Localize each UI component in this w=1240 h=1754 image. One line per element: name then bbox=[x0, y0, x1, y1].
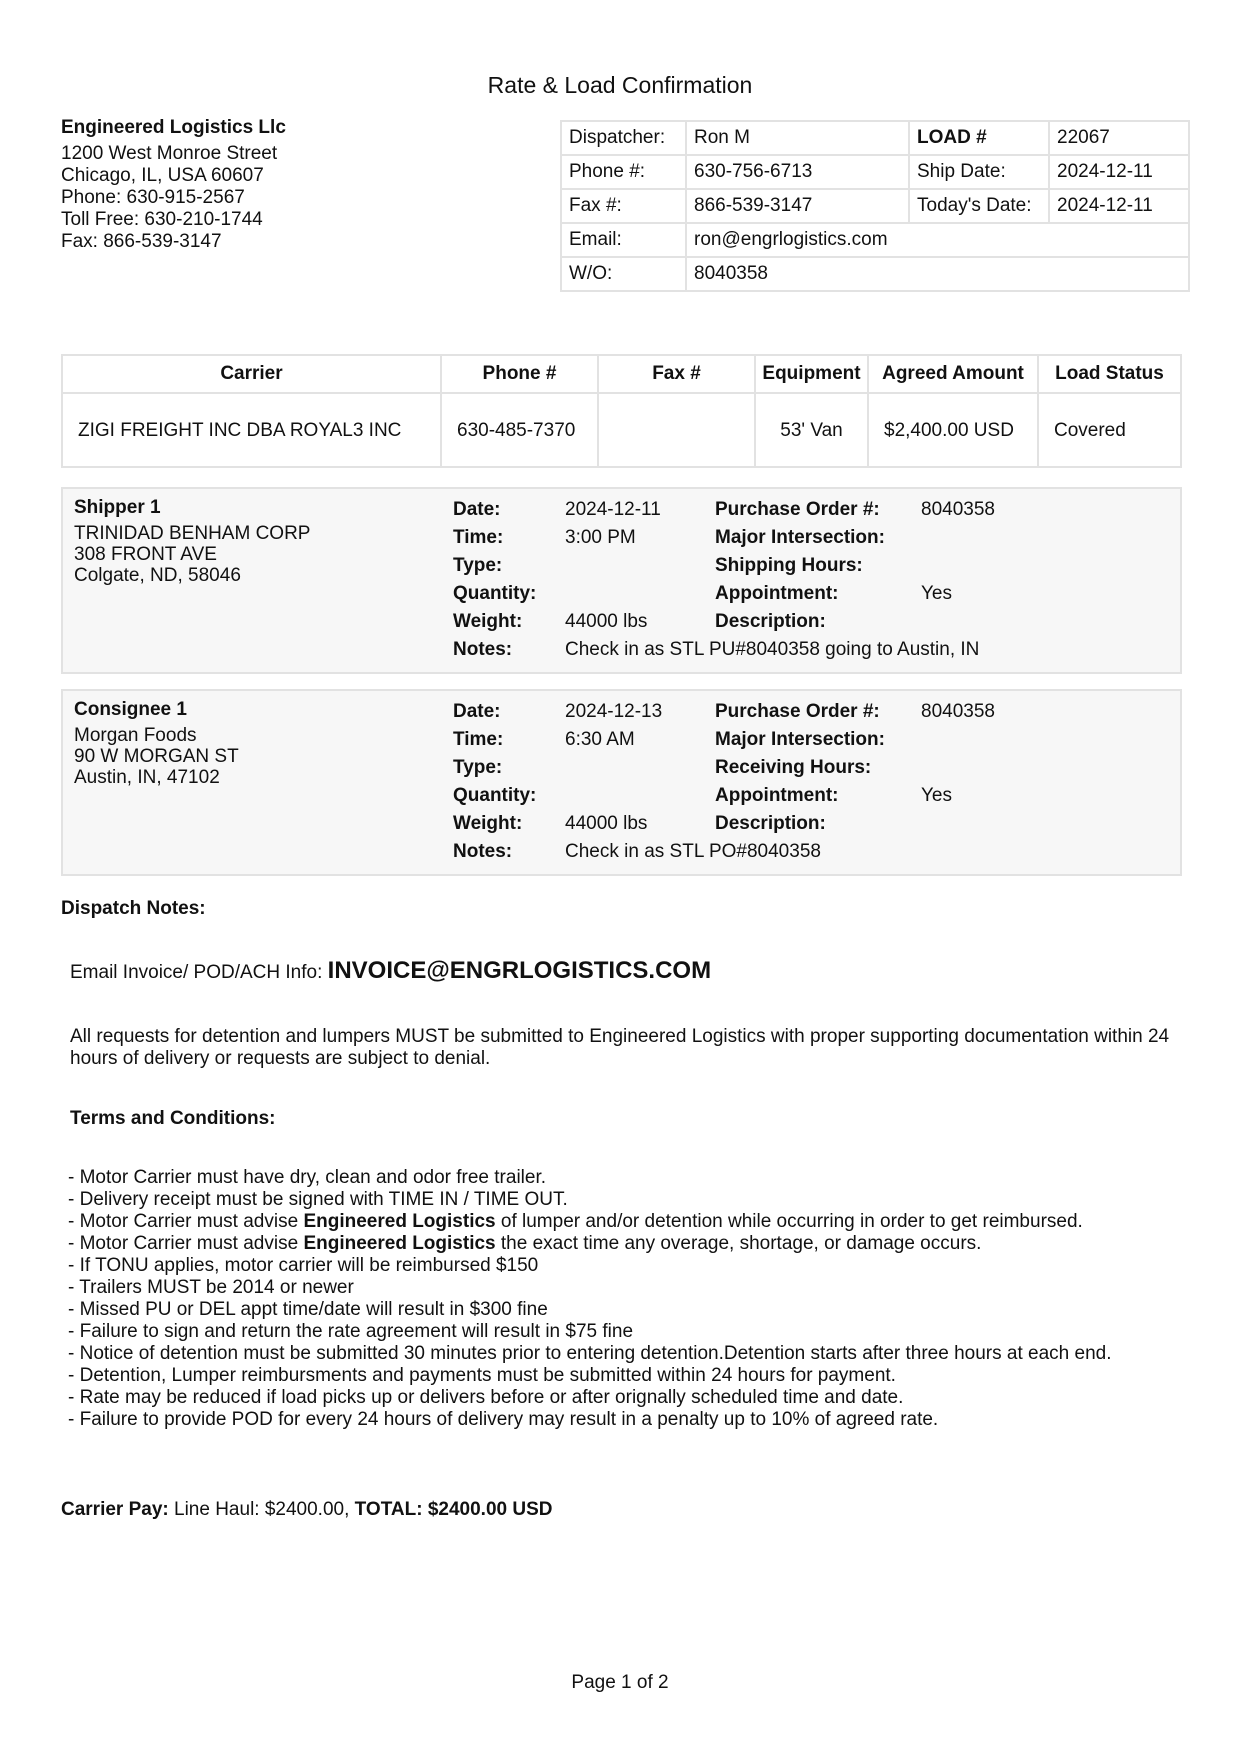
ship-date-value: 2024-12-11 bbox=[1049, 155, 1189, 189]
company-toll-free: Toll Free: 630-210-1744 bbox=[61, 209, 263, 230]
consignee-type bbox=[565, 754, 715, 782]
carrier-fax bbox=[598, 393, 755, 467]
consignee-heading: Consignee 1 bbox=[74, 699, 187, 720]
work-order-value: 8040358 bbox=[686, 257, 1189, 291]
carrier-pay-total: TOTAL: $2400.00 USD bbox=[354, 1499, 553, 1520]
shipper-notes: Check in as STL PU#8040358 going to Austin, IN bbox=[565, 639, 980, 660]
consignee-hours-label: Receiving Hours: bbox=[715, 757, 872, 778]
shipper-block bbox=[61, 487, 1182, 674]
shipper-type bbox=[565, 552, 715, 580]
shipper-description-label: Description: bbox=[715, 611, 826, 632]
invoice-info bbox=[70, 957, 711, 985]
consignee-weight-label: Weight: bbox=[453, 813, 523, 834]
shipper-details bbox=[453, 496, 995, 664]
shipper-time-label: Time: bbox=[453, 527, 504, 548]
carrier-pay bbox=[61, 1499, 552, 1521]
company-name: Engineered Logistics Llc bbox=[61, 117, 286, 138]
terms-item-text: - Motor Carrier must advise bbox=[68, 1211, 304, 1232]
carrier-header: Carrier bbox=[62, 355, 441, 393]
carrier-phone: 630-485-7370 bbox=[441, 393, 598, 467]
terms-item-text: - Motor Carrier must advise bbox=[68, 1233, 304, 1254]
shipper-notes-label: Notes: bbox=[453, 639, 513, 660]
shipper-intersection-label: Major Intersection: bbox=[715, 527, 885, 548]
shipper-date-label: Date: bbox=[453, 499, 501, 520]
consignee-intersection-label: Major Intersection: bbox=[715, 729, 885, 750]
shipper-city: Colgate, ND, 58046 bbox=[74, 565, 241, 586]
terms-item: - Notice of detention must be submitted 30 minutes prior to entering detention.Detention starts after three hours at each end. bbox=[68, 1343, 1112, 1364]
shipper-quantity bbox=[565, 580, 715, 608]
consignee-time-label: Time: bbox=[453, 729, 504, 750]
shipper-time: 3:00 PM bbox=[565, 527, 636, 548]
carrier-agreed-amount: $2,400.00 USD bbox=[868, 393, 1038, 467]
shipper-description bbox=[921, 608, 995, 636]
shipper-po: 8040358 bbox=[921, 499, 995, 520]
consignee-notes: Check in as STL PO#8040358 bbox=[565, 841, 821, 862]
consignee-type-label: Type: bbox=[453, 757, 503, 778]
consignee-description bbox=[921, 810, 995, 838]
phone-header: Phone # bbox=[441, 355, 598, 393]
company-block bbox=[61, 117, 286, 253]
consignee-quantity bbox=[565, 782, 715, 810]
terms-item: - Detention, Lumper reimbursments and payments must be submitted within 24 hours for payment. bbox=[68, 1365, 896, 1386]
dispatch-notes-label: Dispatch Notes: bbox=[61, 898, 206, 919]
dispatcher-value: Ron M bbox=[686, 121, 909, 155]
consignee-date-label: Date: bbox=[453, 701, 501, 722]
terms-item: - If TONU applies, motor carrier will be reimbursed $150 bbox=[68, 1255, 539, 1276]
load-number-value: 22067 bbox=[1049, 121, 1189, 155]
agreed-amount-header: Agreed Amount bbox=[868, 355, 1038, 393]
consignee-quantity-label: Quantity: bbox=[453, 785, 537, 806]
consignee-street: 90 W MORGAN ST bbox=[74, 746, 239, 767]
consignee-city: Austin, IN, 47102 bbox=[74, 767, 220, 788]
consignee-intersection bbox=[921, 726, 995, 754]
shipper-intersection bbox=[921, 524, 995, 552]
shipper-weight-label: Weight: bbox=[453, 611, 523, 632]
shipper-street: 308 FRONT AVE bbox=[74, 544, 217, 565]
consignee-name: Morgan Foods bbox=[74, 725, 197, 746]
terms-item: - Delivery receipt must be signed with TIME IN / TIME OUT. bbox=[68, 1189, 568, 1210]
shipper-hours-label: Shipping Hours: bbox=[715, 555, 863, 576]
work-order-label: W/O: bbox=[561, 257, 686, 291]
terms-item: - Failure to sign and return the rate agreement will result in $75 fine bbox=[68, 1321, 634, 1342]
terms-item: - Failure to provide POD for every 24 hours of delivery may result in a penalty up to 10% of agreed rate. bbox=[68, 1409, 939, 1430]
carrier-load-status: Covered bbox=[1038, 393, 1181, 467]
todays-date-value: 2024-12-11 bbox=[1049, 189, 1189, 223]
consignee-description-label: Description: bbox=[715, 813, 826, 834]
dispatch-info-table bbox=[560, 120, 1190, 292]
shipper-date: 2024-12-11 bbox=[565, 499, 661, 520]
load-number-label: LOAD # bbox=[909, 121, 1049, 155]
shipper-hours bbox=[921, 552, 995, 580]
carrier-table-header bbox=[62, 355, 1181, 393]
consignee-appointment-label: Appointment: bbox=[715, 785, 839, 806]
dispatcher-label: Dispatcher: bbox=[561, 121, 686, 155]
terms-item-company: Engineered Logistics bbox=[303, 1211, 496, 1232]
terms-item: - Motor Carrier must have dry, clean and odor free trailer. bbox=[68, 1167, 547, 1188]
dispatcher-phone-value: 630-756-6713 bbox=[686, 155, 909, 189]
shipper-appointment-label: Appointment: bbox=[715, 583, 839, 604]
consignee-hours bbox=[921, 754, 995, 782]
carrier-pay-line-haul: Line Haul: $2400.00, bbox=[168, 1499, 355, 1520]
shipper-weight: 44000 lbs bbox=[565, 611, 648, 632]
company-fax: Fax: 866-539-3147 bbox=[61, 231, 222, 252]
page-number: Page 1 of 2 bbox=[571, 1672, 669, 1693]
dispatcher-fax-label: Fax #: bbox=[561, 189, 686, 223]
consignee-details bbox=[453, 698, 995, 866]
consignee-notes-label: Notes: bbox=[453, 841, 513, 862]
shipper-quantity-label: Quantity: bbox=[453, 583, 537, 604]
ship-date-label: Ship Date: bbox=[909, 155, 1049, 189]
consignee-block bbox=[61, 689, 1182, 876]
shipper-po-label: Purchase Order #: bbox=[715, 499, 880, 520]
terms-item-company: Engineered Logistics bbox=[303, 1233, 496, 1254]
shipper-address bbox=[74, 523, 310, 586]
consignee-weight: 44000 lbs bbox=[565, 813, 648, 834]
consignee-po: 8040358 bbox=[921, 701, 995, 722]
company-address-line2: Chicago, IL, USA 60607 bbox=[61, 165, 264, 186]
detention-notice: All requests for detention and lumpers MUST be submitted to Engineered Logistics with proper supporting documentation within 24 hours of delivery or requests are subject to denial. bbox=[70, 1026, 1170, 1069]
shipper-name: TRINIDAD BENHAM CORP bbox=[74, 523, 311, 544]
invoice-email: INVOICE@ENGRLOGISTICS.COM bbox=[327, 957, 712, 984]
load-status-header: Load Status bbox=[1038, 355, 1181, 393]
shipper-type-label: Type: bbox=[453, 555, 503, 576]
invoice-label: Email Invoice/ POD/ACH Info: bbox=[70, 962, 323, 983]
terms-item-text: of lumper and/or detention while occurring in order to get reimbursed. bbox=[495, 1211, 1083, 1232]
dispatcher-email-label: Email: bbox=[561, 223, 686, 257]
consignee-address bbox=[74, 725, 239, 788]
terms-item: - Rate may be reduced if load picks up or delivers before or after orignally scheduled time and date. bbox=[68, 1387, 904, 1408]
dispatcher-phone-label: Phone #: bbox=[561, 155, 686, 189]
shipper-heading: Shipper 1 bbox=[74, 497, 161, 518]
terms-item: - Missed PU or DEL appt time/date will result in $300 fine bbox=[68, 1299, 548, 1320]
table-row bbox=[62, 393, 1181, 467]
fax-header: Fax # bbox=[598, 355, 755, 393]
company-address-line1: 1200 West Monroe Street bbox=[61, 143, 278, 164]
carrier-table bbox=[61, 354, 1182, 468]
equipment-header: Equipment bbox=[755, 355, 868, 393]
todays-date-label: Today's Date: bbox=[909, 189, 1049, 223]
company-phone: Phone: 630-915-2567 bbox=[61, 187, 245, 208]
terms-item bbox=[68, 1233, 1178, 1255]
terms-list bbox=[68, 1167, 1178, 1431]
carrier-name: ZIGI FREIGHT INC DBA ROYAL3 INC bbox=[62, 393, 441, 467]
terms-item: - Trailers MUST be 2014 or newer bbox=[68, 1277, 354, 1298]
carrier-equipment: 53' Van bbox=[755, 393, 868, 467]
terms-item bbox=[68, 1211, 1178, 1233]
dispatcher-fax-value: 866-539-3147 bbox=[686, 189, 909, 223]
shipper-appointment: Yes bbox=[921, 583, 952, 604]
consignee-time: 6:30 AM bbox=[565, 729, 635, 750]
carrier-pay-label: Carrier Pay: bbox=[61, 1499, 169, 1520]
terms-item-text: the exact time any overage, shortage, or damage occurs. bbox=[495, 1233, 982, 1254]
document-title: Rate & Load Confirmation bbox=[487, 72, 753, 98]
consignee-appointment: Yes bbox=[921, 785, 952, 806]
dispatcher-email-value: ron@engrlogistics.com bbox=[686, 223, 1189, 257]
consignee-po-label: Purchase Order #: bbox=[715, 701, 880, 722]
consignee-date: 2024-12-13 bbox=[565, 701, 663, 722]
terms-heading: Terms and Conditions: bbox=[70, 1108, 276, 1129]
